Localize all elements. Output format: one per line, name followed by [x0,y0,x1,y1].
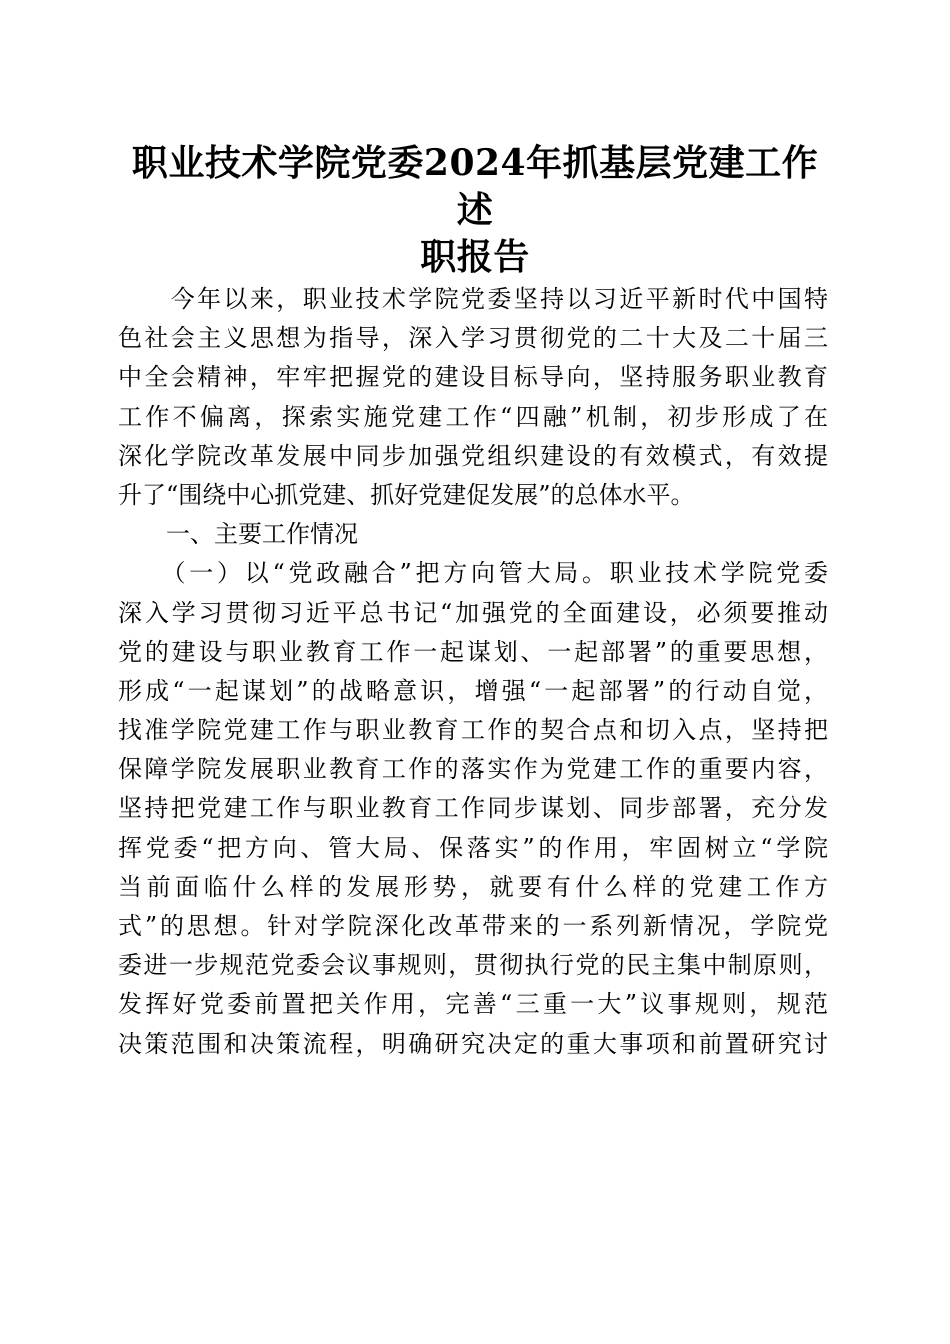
paragraph-2-line: 党的建设与职业教育工作一起谋划、一起部署”的重要思想， [118,637,828,666]
title-line-1: 职业技术学院党委2024年抓基层党建工作述 [131,142,819,231]
paragraph-2-line: 挥党委“把方向、管大局、保落实”的作用，牢固树立“学院 [118,833,828,862]
paragraph-2-line: 委进一步规范党委会议事规则，贯彻执行党的民主集中制原则， [118,951,828,980]
document-title [120,140,830,281]
paragraph-2-line: （一）以“党政融合”把方向管大局。职业技术学院党委 [118,559,828,588]
paragraph-1-line: 工作不偏离，探索实施党建工作“四融”机制，初步形成了在 [118,402,828,431]
paragraph-2-line: 找准学院党建工作与职业教育工作的契合点和切入点，坚持把 [118,716,828,745]
paragraph-1-line: 中全会精神，牢牢把握党的建设目标导向，坚持服务职业教育 [118,363,828,392]
paragraph-2-line: 形成“一起谋划”的战略意识，增强“一起部署”的行动自觉， [118,676,828,705]
paragraph-2-line: 决策范围和决策流程，明确研究决定的重大事项和前置研究讨 [118,1029,828,1058]
paragraph-2-line: 当前面临什么样的发展形势，就要有什么样的党建工作方 [118,872,828,901]
paragraph-2-line: 式”的思想。针对学院深化改革带来的一系列新情况，学院党 [118,912,828,940]
paragraph-2-line: 保障学院发展职业教育工作的落实作为党建工作的重要内容， [118,755,828,784]
paragraph-1-line: 深化学院改革发展中同步加强党组织建设的有效模式，有效提 [118,441,828,470]
title-line-2: 职报告 [420,236,530,278]
paragraph-1-line: 色社会主义思想为指导，深入学习贯彻党的二十大及二十届三 [118,324,828,353]
paragraph-1-line: 升了“围绕中心抓党建、抓好党建促发展”的总体水平。 [118,480,695,509]
paragraph-1-line: 今年以来，职业技术学院党委坚持以习近平新时代中国特 [118,285,828,313]
section-1-heading: 一、主要工作情况 [118,520,358,549]
paragraph-2-line: 发挥好党委前置把关作用，完善“三重一大”议事规则，规范 [118,990,828,1019]
paragraph-2-line: 深入学习贯彻习近平总书记“加强党的全面建设，必须要推动 [118,598,828,627]
document-body [118,280,828,1064]
paragraph-2-line: 坚持把党建工作与职业教育工作同步谋划、同步部署，充分发 [118,794,828,823]
